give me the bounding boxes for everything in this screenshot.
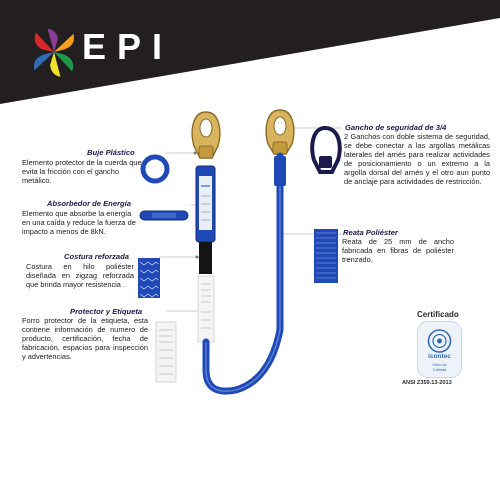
reata-title: Reata Poliéster bbox=[343, 228, 398, 237]
gancho-title: Gancho de seguridad de 3/4 bbox=[345, 123, 447, 132]
label-tag-icon bbox=[156, 322, 176, 382]
gancho-body: 2 Ganchos con doble sistema de seguridad, se debe conectar a las argollas metálicas laterales del arnés para realizar actividades de posicionamiento o un extremo a la argolla dorsal del arnés y el otro aun punto de anclaje para actividades de restricción. bbox=[344, 132, 490, 187]
seal-text-1: Sello de bbox=[432, 362, 447, 367]
left-snap-hook bbox=[192, 112, 220, 158]
seal-name: icontec bbox=[428, 353, 451, 360]
brand-name: EPI bbox=[82, 26, 174, 67]
certification-label: Certificado bbox=[417, 310, 459, 319]
protector-body: Forro protector de la etiqueta, esta contiene información de numero de producto, certificación, fecha de fabricación, espacios para inspección y advertencias. bbox=[22, 316, 148, 362]
energy-absorber-icon bbox=[140, 211, 188, 220]
costura-body: Costura en hilo poliéster diseñada en zigzag reforzada que brinda mayor resistencia . bbox=[26, 262, 134, 290]
right-snap-hook bbox=[266, 110, 294, 154]
icontec-seal-icon bbox=[417, 321, 462, 378]
zigzag-stitch-icon bbox=[138, 258, 160, 298]
absorbedor-body: Elemento que absorbe la energía en una caída y reduce la fuerza de impacto a menos de 8kN. bbox=[22, 209, 136, 237]
certification-standard: ANSI Z359.13-2013 bbox=[402, 380, 452, 386]
snap-hook-icon bbox=[312, 128, 340, 172]
protector-title: Protector y Etiqueta bbox=[70, 307, 143, 316]
seal-text-2: Calidad bbox=[432, 367, 447, 372]
costura-title: Costura reforzada bbox=[64, 252, 129, 261]
webbing-icon bbox=[314, 229, 338, 283]
plastic-bushing-icon bbox=[143, 157, 167, 181]
reata-body: Reata de 25 mm de ancho fabricada en fibras de poliéster trenzado. bbox=[342, 237, 454, 265]
buje-body: Elemento protector de la cuerda que evita la fricción con el gancho metálico. bbox=[22, 158, 142, 186]
buje-title: Buje Plástico bbox=[87, 148, 135, 157]
absorbedor-title: Absorbedor de Energía bbox=[47, 199, 131, 208]
